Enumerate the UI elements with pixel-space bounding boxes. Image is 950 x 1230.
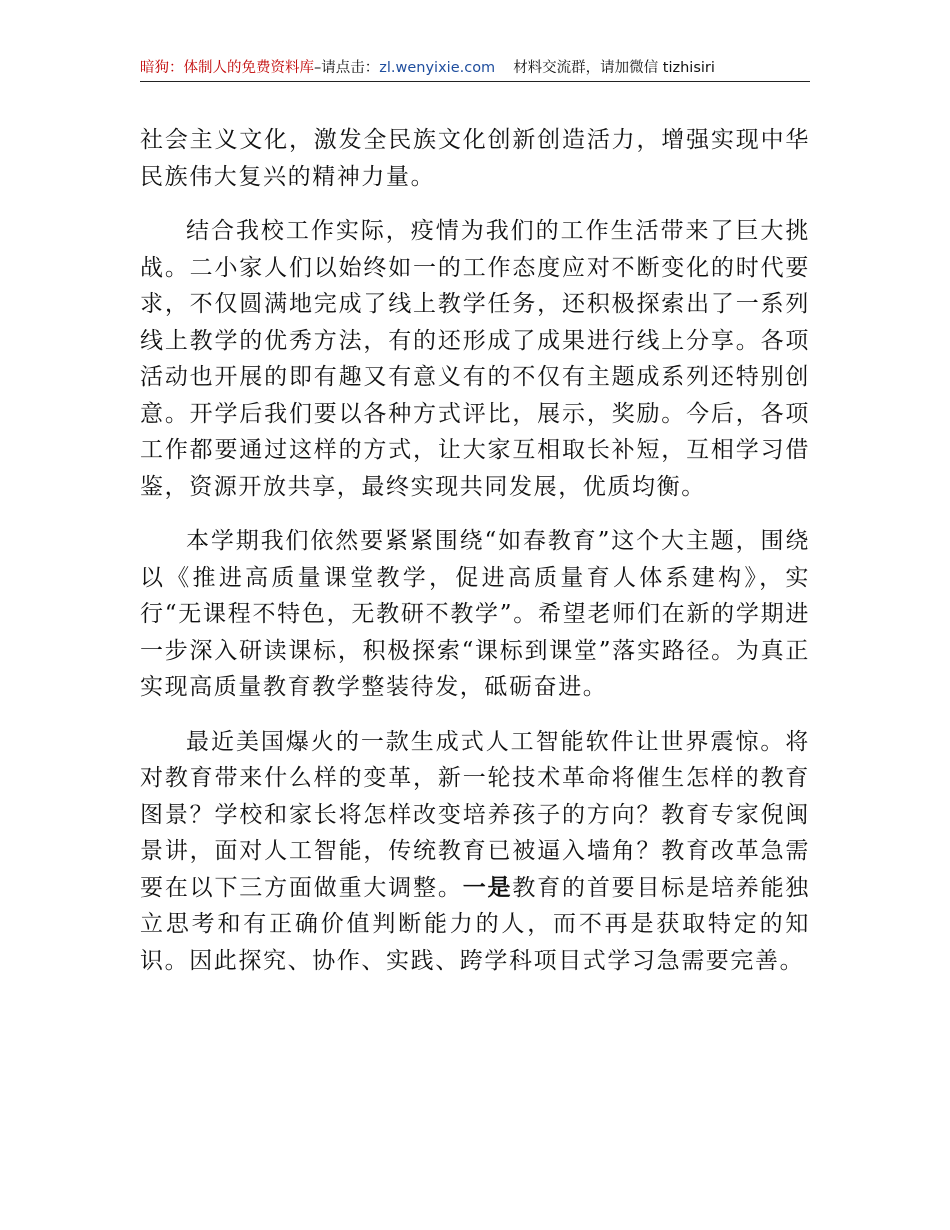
paragraph-continuation: 社会主义文化，激发全民族文化创新创造活力，增强实现中华民族伟大复兴的精神力量。 <box>140 127 810 190</box>
document-body <box>140 122 810 997</box>
header-url-link[interactable]: zl.wenyixie.com <box>379 60 496 76</box>
page-header <box>140 57 810 82</box>
paragraph-semester-theme: 本学期我们依然要紧紧围绕“如春教育”这个大主题，围绕以《推进高质量课堂教学，促进高质量育人体系建构》，实行“无课程不特色，无教研不教学”。希望老师们在新的学期进一步深入研读课标，积极探索“课标到课堂”落实路径。为真正实现高质量教育教学整装待发，砥砺奋进。 <box>140 528 810 700</box>
header-site-name: 暗狗：体制人的免费资料库 <box>140 60 314 76</box>
paragraph-ai-intro: 最近美国爆火的一款生成式人工智能软件让世界震惊。将对教育带来什么样的变革，新一轮技术革命将催生怎样的教育图景？学校和家长将怎样改变培养孩子的方向？教育专家倪闽景讲，面对人工智能，传统教育已被逼入墙角？教育改革急需要在以下三方面做重大调整。 <box>140 728 810 901</box>
paragraph-ai-education <box>140 724 810 980</box>
header-click-prompt: –请点击： <box>314 60 380 76</box>
header-wechat-info: 材料交流群，请加微信 tizhisiri <box>513 60 715 76</box>
paragraph-ai-rest: 教育的首要目标是培养能独立思考和有正确价值判断能力的人，而不再是获取特定的知识。因此探究、协作、实践、跨学科项目式学习急需要完善。 <box>140 874 811 974</box>
paragraph-school-work: 结合我校工作实际，疫情为我们的工作生活带来了巨大挑战。二小家人们以始终如一的工作态度应对不断变化的时代要求，不仅圆满地完成了线上教学任务，还积极探索出了一系列线上教学的优秀方法，有的还形成了成果进行线上分享。各项活动也开展的即有趣又有意义有的不仅有主题成系列还特别创意。开学后我们要以各种方式评比，展示，奖励。今后，各项工作都要通过这样的方式，让大家互相取长补短，互相学习借鉴，资源开放共享，最终实现共同发展，优质均衡。 <box>140 218 810 500</box>
paragraph-ai-bold-marker: 一是 <box>462 873 513 901</box>
